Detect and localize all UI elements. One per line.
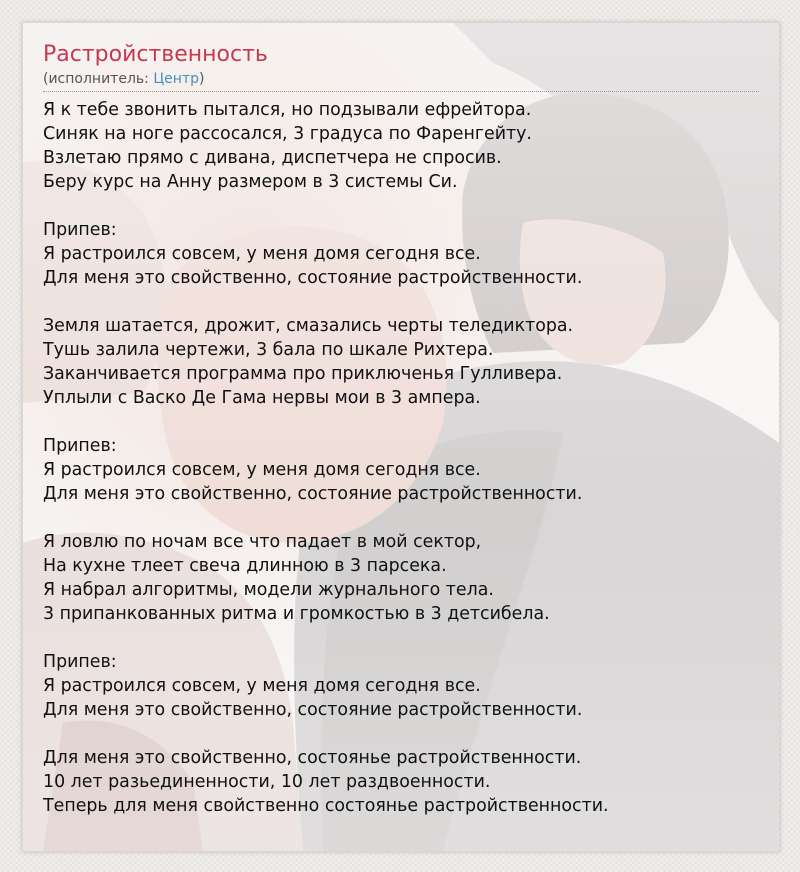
stanza-break — [43, 410, 759, 434]
stanza-break — [43, 290, 759, 314]
lyrics-card — [22, 22, 780, 852]
song-content — [23, 23, 779, 818]
chorus-label: Припев: — [43, 652, 117, 672]
lyric-line: 3 припанкованных ритма и громкостью в 3 детсибела. — [43, 604, 550, 624]
lyric-line: Уплыли с Васко Де Гама нервы мои в 3 ампера. — [43, 388, 481, 408]
stanza-break — [43, 194, 759, 218]
chorus-label: Припев: — [43, 436, 117, 456]
stanza-break — [43, 722, 759, 746]
lyric-line: Я растроился совсем, у меня домя сегодня все. — [43, 244, 481, 264]
lyric-line: Для меня это свойственно, состояние растройственности. — [43, 268, 583, 288]
artist-suffix: ) — [199, 71, 205, 87]
lyric-line: Для меня это свойственно, состояние растройственности. — [43, 700, 583, 720]
lyric-line: Я к тебе звонить пытался, но подзывали ефрейтора. — [43, 100, 532, 120]
stanza-break — [43, 626, 759, 650]
lyric-line: Синяк на ноге рассосался, 3 градуса по Фаренгейту. — [43, 124, 532, 144]
artist-prefix: (исполнитель: — [43, 71, 154, 87]
lyric-line: Я набрал алгоритмы, модели журнального тела. — [43, 580, 494, 600]
lyric-line: Заканчивается программа про приключенья Гулливера. — [43, 364, 563, 384]
lyric-line: Взлетаю прямо с дивана, диспетчера не спросив. — [43, 148, 502, 168]
artist-line — [43, 70, 759, 92]
lyric-line: Я ловлю по ночам все что падает в мой сектор, — [43, 532, 482, 552]
song-title: Растройственность — [43, 42, 268, 67]
lyric-line: Земля шатается, дрожит, смазались черты теледиктора. — [43, 316, 574, 336]
lyric-line: Беру курс на Анну размером в 3 системы Си. — [43, 172, 458, 192]
lyric-line: На кухне тлеет свеча длинною в 3 парсека. — [43, 556, 447, 576]
lyric-line: Я растроился совсем, у меня домя сегодня все. — [43, 676, 481, 696]
chorus-label: Припев: — [43, 220, 117, 240]
lyric-line: 10 лет разьединенности, 10 лет раздвоенности. — [43, 772, 491, 792]
lyric-line: Тушь залила чертежи, 3 бала по шкале Рихтера. — [43, 340, 494, 360]
lyrics-text — [43, 98, 759, 818]
artist-link[interactable]: Центр — [153, 71, 199, 87]
lyric-line: Теперь для меня свойственно состоянье растройственности. — [43, 796, 609, 816]
stanza-break — [43, 506, 759, 530]
lyric-line: Для меня это свойственно, состоянье растройственности. — [43, 748, 582, 768]
lyric-line: Я растроился совсем, у меня домя сегодня все. — [43, 460, 481, 480]
lyric-line: Для меня это свойственно, состояние растройственности. — [43, 484, 583, 504]
